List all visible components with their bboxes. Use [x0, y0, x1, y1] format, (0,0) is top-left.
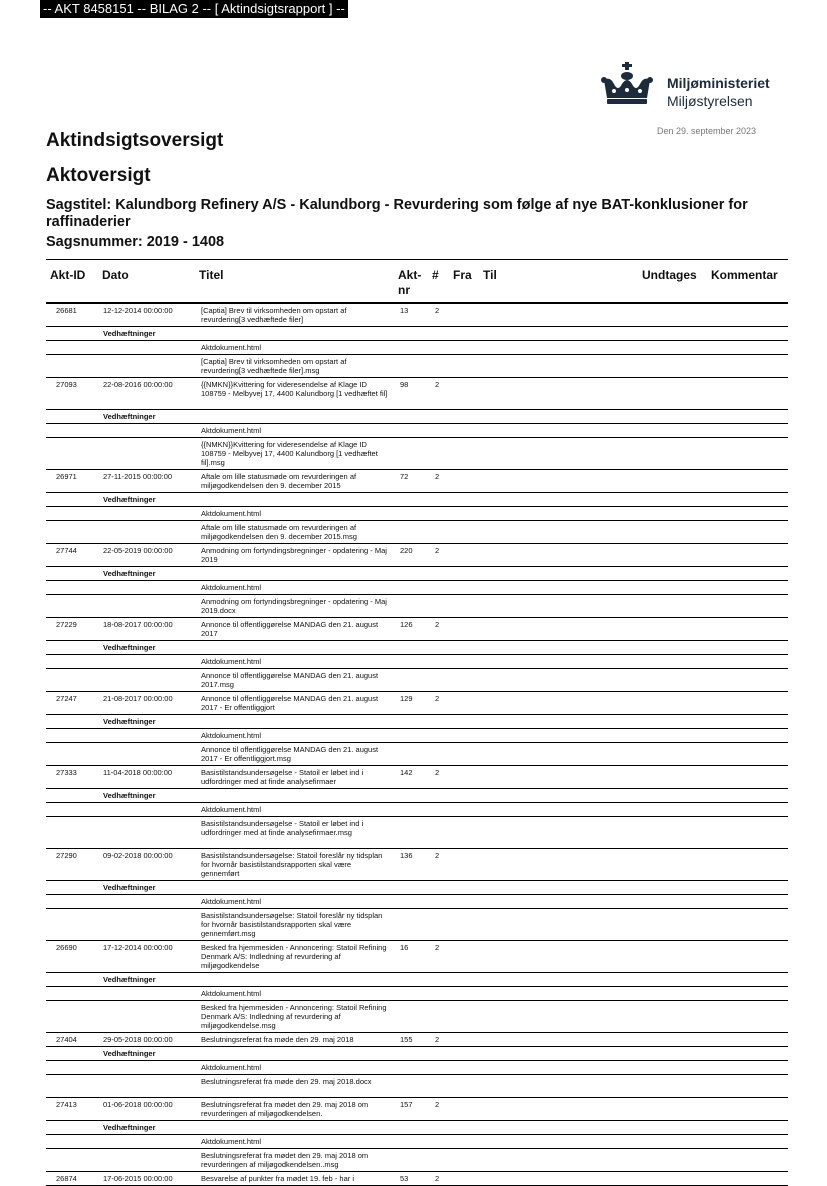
attachment-name[interactable]: Aktdokument.html — [201, 805, 262, 814]
record-title: Aftale om lille statusmøde om revurderingen af miljøgodkendelsen den 9. december 2015 — [201, 472, 357, 490]
attachments-header-row — [46, 1121, 788, 1135]
attachments-header-row — [46, 410, 788, 424]
record-count: 2 — [435, 546, 440, 555]
case-number: Sagsnummer: 2019 - 1408 — [46, 234, 225, 250]
record-count: 2 — [435, 851, 440, 860]
record-title: Basistilstandsundersøgelse - Statoil er løbet ind i udfordringer med at finde analysefirmaer — [201, 768, 364, 786]
col-count: # — [432, 268, 439, 282]
record-akt-nr: 142 — [400, 768, 413, 777]
record-date: 12-12-2014 00:00:00 — [103, 306, 173, 315]
ministry-logo — [600, 62, 790, 112]
record-akt-nr: 72 — [400, 472, 409, 481]
record-title: [Captia] Brev til virksomheden om opstart af revurdering[3 vedhæftede filer] — [201, 306, 347, 324]
attachments-header-row — [46, 641, 788, 655]
attachments-label: Vedhæftninger — [103, 791, 156, 800]
attachment-name[interactable]: Aktdokument.html — [201, 657, 262, 666]
case-title: Sagstitel: Kalundborg Refinery A/S - Kalundborg - Revurdering som følge af nye BAT-konklusioner for raffinaderier — [46, 197, 748, 230]
attachment-row — [46, 595, 788, 618]
record-akt-nr: 53 — [400, 1174, 409, 1183]
table-row — [46, 544, 788, 567]
record-title: Anmodning om fortyndingsbregninger - opdatering - Maj 2019 — [201, 546, 387, 564]
table-row — [46, 1172, 788, 1186]
attachments-header-row — [46, 715, 788, 729]
record-id: 26681 — [56, 306, 77, 315]
attachment-name[interactable]: Aktdokument.html — [201, 1063, 262, 1072]
table-row — [46, 304, 788, 327]
record-title: Beslutningsreferat fra møde den 29. maj 2018 — [201, 1035, 354, 1044]
attachment-name[interactable]: Aktdokument.html — [201, 583, 262, 592]
record-count: 2 — [435, 694, 440, 703]
attachment-name[interactable]: Aktdokument.html — [201, 426, 262, 435]
attachment-name[interactable]: Aftale om lille statusmøde om revurderingen af miljøgodkendelsen den 9. december 2015.msg — [201, 523, 357, 541]
attachment-row — [46, 895, 788, 909]
col-dato: Dato — [102, 268, 129, 282]
attachments-header-row — [46, 1047, 788, 1061]
attachment-row — [46, 1075, 788, 1098]
col-undtages: Undtages — [642, 268, 697, 282]
record-title: Basistilstandsundersøgelse: Statoil foreslår ny tidsplan for hvornår basistilstandsrapporten skal være gennemført — [201, 851, 383, 878]
table-row — [46, 941, 788, 973]
table-row — [46, 766, 788, 789]
record-akt-nr: 126 — [400, 620, 413, 629]
record-count: 2 — [435, 1174, 440, 1183]
attachments-label: Vedhæftninger — [103, 412, 156, 421]
record-id: 27333 — [56, 768, 77, 777]
record-count: 2 — [435, 1100, 440, 1109]
col-titel: Titel — [199, 268, 224, 282]
record-id: 27093 — [56, 380, 77, 389]
record-date: 22-05-2019 00:00:00 — [103, 546, 173, 555]
record-id: 27744 — [56, 546, 77, 555]
attachments-header-row — [46, 567, 788, 581]
record-akt-nr: 98 — [400, 380, 409, 389]
table-row — [46, 618, 788, 641]
attachment-name[interactable]: Aktdokument.html — [201, 1137, 262, 1146]
attachments-header-row — [46, 327, 788, 341]
record-title: Beslutningsreferat fra mødet den 29. maj 2018 om revurderingen af miljøgodkendelsen. — [201, 1100, 369, 1118]
attachment-row — [46, 424, 788, 438]
attachment-name[interactable]: Aktdokument.html — [201, 343, 262, 352]
attachments-label: Vedhæftninger — [103, 1123, 156, 1132]
record-akt-nr: 220 — [400, 546, 413, 555]
attachment-name[interactable]: Anmodning om fortyndingsbregninger - opdatering - Maj 2019.docx — [201, 597, 387, 615]
record-akt-nr: 16 — [400, 943, 409, 952]
record-akt-nr: 129 — [400, 694, 413, 703]
attachments-header-row — [46, 493, 788, 507]
agency-name: Miljøstyrelsen — [667, 93, 753, 109]
record-id: 26971 — [56, 472, 77, 481]
record-date: 01-06-2018 00:00:00 — [103, 1100, 173, 1109]
attachment-row — [46, 507, 788, 521]
attachment-row — [46, 655, 788, 669]
record-date: 29-05-2018 00:00:00 — [103, 1035, 173, 1044]
records-table — [46, 259, 788, 1186]
attachment-row — [46, 803, 788, 817]
attachment-row — [46, 1135, 788, 1149]
attachment-row — [46, 521, 788, 544]
attachments-header-row — [46, 973, 788, 987]
attachment-name[interactable]: Basistilstandsundersøgelse - Statoil er løbet ind i udfordringer med at finde analysefirmaer.msg — [201, 819, 364, 837]
record-count: 2 — [435, 472, 440, 481]
col-akt-nr: Akt- nr — [398, 268, 422, 297]
attachment-row — [46, 1061, 788, 1075]
attachment-row — [46, 438, 788, 470]
record-date: 27-11-2015 00:00:00 — [103, 472, 173, 481]
record-title: {{NMKN}}Kvittering for videresendelse af Klage ID 108759 - Melbyvej 17, 4400 Kalundborg [1 vedhæftet fil] — [201, 380, 388, 398]
record-id: 26690 — [56, 943, 77, 952]
table-row — [46, 1033, 788, 1047]
record-count: 2 — [435, 1035, 440, 1044]
attachment-name[interactable]: Beslutningsreferat fra mødet den 29. maj 2018 om revurderingen af miljøgodkendelsen..msg — [201, 1151, 369, 1169]
attachments-label: Vedhæftninger — [103, 1049, 156, 1058]
attachment-name[interactable]: Annonce til offentliggørelse MANDAG den 21. august 2017.msg — [201, 671, 379, 689]
document-date: Den 29. september 2023 — [657, 126, 757, 136]
table-header — [46, 259, 788, 304]
attachment-row — [46, 817, 788, 849]
record-count: 2 — [435, 380, 440, 389]
attachments-label: Vedhæftninger — [103, 717, 156, 726]
attachments-label: Vedhæftninger — [103, 329, 156, 338]
record-id: 27404 — [56, 1035, 77, 1044]
record-count: 2 — [435, 306, 440, 315]
attachment-row — [46, 341, 788, 355]
record-akt-nr: 136 — [400, 851, 413, 860]
attachment-name[interactable]: [Captia] Brev til virksomheden om opstart af revurdering[3 vedhæftede filer].msg — [201, 357, 347, 375]
attachment-row — [46, 987, 788, 1001]
record-count: 2 — [435, 768, 440, 777]
record-akt-nr: 155 — [400, 1035, 413, 1044]
attachment-name[interactable]: Aktdokument.html — [201, 731, 262, 740]
attachment-row — [46, 729, 788, 743]
record-id: 27247 — [56, 694, 77, 703]
col-fra: Fra — [453, 268, 472, 282]
attachment-name[interactable]: Aktdokument.html — [201, 509, 262, 518]
crown-icon — [600, 62, 654, 108]
record-title: Annonce til offentliggørelse MANDAG den 21. august 2017 — [201, 620, 379, 638]
ministry-name: Miljøministeriet — [667, 75, 770, 91]
attachment-row — [46, 1001, 788, 1033]
table-row — [46, 470, 788, 493]
record-id: 26874 — [56, 1174, 77, 1183]
col-til: Til — [483, 268, 497, 282]
col-akt-id: Akt-ID — [50, 268, 86, 282]
table-row — [46, 1098, 788, 1121]
record-id: 27413 — [56, 1100, 77, 1109]
attachment-row — [46, 743, 788, 766]
attachments-label: Vedhæftninger — [103, 883, 156, 892]
record-title: Annonce til offentliggørelse MANDAG den 21. august 2017 - Er offentliggjort — [201, 694, 379, 712]
attachments-label: Vedhæftninger — [103, 495, 156, 504]
attachment-name[interactable]: Beslutningsreferat fra møde den 29. maj 2018.docx — [201, 1077, 372, 1086]
attachment-name[interactable]: Besked fra hjemmesiden - Annoncering: Statoil Refining Denmark A/S: Indledning af revurdering af miljøgodkendelse.msg — [201, 1003, 387, 1030]
attachments-header-row — [46, 881, 788, 895]
attachments-label: Vedhæftninger — [103, 569, 156, 578]
record-date: 17-06-2015 00:00:00 — [103, 1174, 173, 1183]
record-id: 27229 — [56, 620, 77, 629]
attachment-row — [46, 355, 788, 378]
attachment-name[interactable]: {{NMKN}}Kvittering for videresendelse af Klage ID 108759 - Melbyvej 17, 4400 Kalundborg [1 vedhæftet fil].msg — [201, 440, 378, 467]
attachment-name[interactable]: Aktdokument.html — [201, 897, 262, 906]
document-banner: -- AKT 8458151 -- BILAG 2 -- [ Aktindsigtsrapport ] -- — [40, 0, 348, 18]
attachment-name[interactable]: Annonce til offentliggørelse MANDAG den 21. august 2017 - Er offentliggjort.msg — [201, 745, 379, 763]
record-date: 18-08-2017 00:00:00 — [103, 620, 173, 629]
col-kommentar: Kommentar — [711, 268, 778, 282]
table-row — [46, 692, 788, 715]
record-akt-nr: 13 — [400, 306, 409, 315]
record-count: 2 — [435, 943, 440, 952]
page-title: Aktindsigtsoversigt — [46, 130, 224, 151]
attachments-label: Vedhæftninger — [103, 975, 156, 984]
attachments-label: Vedhæftninger — [103, 643, 156, 652]
record-date: 17-12-2014 00:00:00 — [103, 943, 173, 952]
record-title: Besvarelse af punkter fra mødet 19. feb - har i — [201, 1174, 354, 1183]
section-title: Aktoversigt — [46, 165, 151, 186]
attachment-name[interactable]: Aktdokument.html — [201, 989, 262, 998]
attachment-row — [46, 909, 788, 941]
record-akt-nr: 157 — [400, 1100, 413, 1109]
record-date: 11-04-2018 00:00:00 — [103, 768, 173, 777]
table-row — [46, 849, 788, 881]
record-date: 21-08-2017 00:00:00 — [103, 694, 173, 703]
record-count: 2 — [435, 620, 440, 629]
record-date: 22-08-2016 00:00:00 — [103, 380, 173, 389]
record-date: 09-02-2018 00:00:00 — [103, 851, 173, 860]
table-row — [46, 378, 788, 410]
attachments-header-row — [46, 789, 788, 803]
record-title: Besked fra hjemmesiden - Annoncering: Statoil Refining Denmark A/S: Indledning af revurdering af miljøgodkendelse — [201, 943, 387, 970]
attachment-name[interactable]: Basistilstandsundersøgelse: Statoil foreslår ny tidsplan for hvornår basistilstandsrapporten skal være gennemført.msg — [201, 911, 383, 938]
attachment-row — [46, 669, 788, 692]
attachment-row — [46, 581, 788, 595]
record-id: 27290 — [56, 851, 77, 860]
